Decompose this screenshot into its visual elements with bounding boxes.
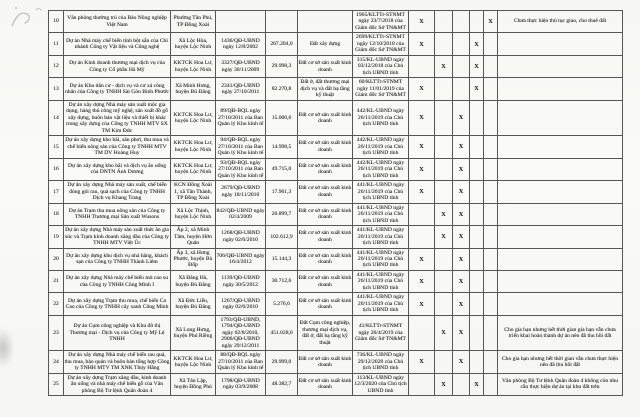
allocation-decision-cell: 93/QĐ-BQL ngày 27/10/2011 của Ban Quản lý Khu kinh tế: [216, 158, 266, 180]
land-use-purpose-cell: Đất cơ sở sản xuất kinh doanh: [298, 181, 353, 203]
inspection-conclusion-cell: 315/KL-UBND ngày 03/12/2018 của Chủ tịch UBND tỉnh: [353, 55, 409, 77]
mark-cell-1: X: [409, 11, 435, 33]
location-cell: Phường Tân Phú, TP Đồng Xoài: [171, 11, 216, 33]
row-number-cell: 23: [49, 315, 64, 350]
land-projects-inspection-table: [48, 10, 623, 396]
area-m2-cell: [266, 11, 298, 33]
mark-cell-2: [435, 33, 453, 55]
mark-cell-2: [435, 11, 453, 33]
inspection-conclusion-cell: 441/KL-UBND ngày 26/11/2019 của Chủ tịch UBND tỉnh: [353, 293, 409, 315]
mark-cell-3: X: [453, 226, 470, 248]
project-name-cell: Dự án xây dựng Nhà máy sản xuất mộc gia dụng, hàng thủ công mỹ nghệ, sản xuất đồ gỗ xây dựng, buôn bán vật liệu và thiết bị khác trong xây dựng của Công ty TNHH MTV SX TM Kim Đức: [64, 100, 171, 135]
note-cell: [498, 270, 623, 292]
land-use-purpose-cell: Đất cơ sở sản xuất kinh doanh: [298, 293, 353, 315]
inspection-conclusion-cell: 736/KL-UBND ngày 29/12/2020 của Chủ tịch UBND tỉnh: [353, 351, 409, 373]
area-m2-cell: 451.028,0: [266, 315, 298, 350]
allocation-decision-cell: 89/QĐ-BQL ngày 27/10/2011 của Ban Quản lý Khu kinh tế: [216, 100, 266, 135]
location-cell: Xã Minh Hưng, huyện Bù Đăng: [171, 78, 216, 100]
mark-cell-2: [435, 100, 453, 135]
mark-cell-2: [435, 293, 453, 315]
note-cell: [498, 293, 623, 315]
mark-cell-1: X: [409, 33, 435, 55]
table-row: [49, 203, 623, 225]
mark-cell-1: [409, 373, 435, 395]
note-cell: Chưa thực hiện thủ tục giao, cho thuê đất: [498, 11, 623, 33]
allocation-decision-cell: 706/QĐ-UBND ngày 16/4/2012: [216, 248, 266, 270]
mark-cell-3: X: [453, 351, 470, 373]
mark-cell-4: [470, 293, 484, 315]
table-row: [49, 373, 623, 395]
mark-cell-5: [484, 351, 498, 373]
location-cell: KKTCK Hoa Lư, huyện Lộc Ninh: [171, 136, 216, 158]
row-number-cell: 14: [49, 100, 64, 135]
row-number-cell: 12: [49, 55, 64, 77]
table-row: [49, 248, 623, 270]
project-name-cell: Dự án xây dựng Nhà máy sản xuất, chế biến đóng gói rau, quả sạch của Công ty TNHH Dịch vụ Khang Trang: [64, 181, 171, 203]
mark-cell-5: [484, 248, 498, 270]
row-number-cell: 17: [49, 181, 64, 203]
mark-cell-2: [435, 78, 453, 100]
location-cell: Xã Đức Liễu, huyện Bù Đăng: [171, 293, 216, 315]
mark-cell-5: X: [484, 11, 498, 33]
inspection-conclusion-cell: 442/KL-UBND ngày 26/11/2019 của Chủ tịch UBND tỉnh: [353, 158, 409, 180]
mark-cell-1: X: [409, 270, 435, 292]
land-use-purpose-cell: Đất ở, đất thương mại dịch vụ và đất hạ tầng kỹ thuật: [298, 78, 353, 100]
mark-cell-1: [409, 315, 435, 350]
mark-cell-1: X: [409, 293, 435, 315]
table-row: [49, 181, 623, 203]
mark-cell-4: [470, 158, 484, 180]
row-number-cell: 15: [49, 136, 64, 158]
row-number-cell: 13: [49, 78, 64, 100]
land-use-purpose-cell: Đất cơ sở sản xuất kinh doanh: [298, 351, 353, 373]
mark-cell-2: X: [435, 226, 453, 248]
table-row: [49, 11, 623, 33]
mark-cell-1: [409, 203, 435, 225]
mark-cell-4: X: [470, 373, 484, 395]
allocation-decision-cell: 88/QĐ-BQL ngày 27/10/2011 của Ban Quản lý Khu kinh tế: [216, 351, 266, 373]
mark-cell-4: [470, 203, 484, 225]
project-name-cell: Dự án xây dựng kho bãi và dịch vụ ăn uống của DNTN Ánh Dương: [64, 158, 171, 180]
mark-cell-5: [484, 373, 498, 395]
project-name-cell: Dự án xây dựng kho bãi, sân phơi, thu mua và chế biến nông sản của Công ty TNHH MTV TM DV Hoàng Huy: [65, 137, 169, 157]
mark-cell-2: [435, 351, 453, 373]
area-m2-cell: 48.382,7: [266, 373, 298, 395]
area-m2-cell: 20.899,7: [266, 203, 298, 225]
table-row: [49, 293, 623, 315]
mark-cell-1: [409, 55, 435, 77]
mark-cell-5: [484, 100, 498, 135]
note-cell: [498, 226, 623, 248]
inspection-conclusion-cell: 2699/KLTTr-STNMT ngày 12/10/2018 của Giám đốc Sở TN&MT: [353, 33, 409, 55]
area-m2-cell: 5.276,6: [266, 293, 298, 315]
allocation-decision-cell: 1798/QĐ-UBND ngày 03/9/2008: [216, 373, 266, 395]
mark-cell-3: [453, 78, 470, 100]
project-name-cell: Dự án xây dựng Nhà máy sản xuất thức ăn gia súc và Trạm kinh doanh xăng dầu của Công ty TNHH MTV Việt Úc: [65, 227, 169, 247]
mark-cell-3: X: [453, 315, 470, 350]
table-row: [49, 351, 623, 373]
mark-cell-5: [484, 136, 498, 158]
mark-cell-3: X: [453, 181, 470, 203]
area-m2-cell: 49.715,0: [266, 158, 298, 180]
project-name-cell: Dự án Khu dân cư - dịch vụ và cư xá công nhân của Công ty TNHH Sài Gòn Bình Phước: [64, 78, 171, 100]
table-row: [49, 78, 623, 100]
location-cell: Xã Long Hưng, huyện Phú Riềng: [171, 315, 216, 350]
note-cell: [498, 78, 623, 100]
mark-cell-5: [484, 270, 498, 292]
location-cell: KKTCK Hoa Lư, huyện Lộc Ninh: [171, 100, 216, 135]
mark-cell-2: X: [435, 373, 453, 395]
mark-cell-4: [470, 248, 484, 270]
mark-cell-1: [409, 226, 435, 248]
mark-cell-2: [435, 181, 453, 203]
location-cell: Xã Tân Lập, huyện Đồng Phú: [171, 373, 216, 395]
project-name-cell: Dự án Cụm công nghiệp và Khu đô thị Thương mại - Dịch vụ của Công ty Mỹ Lệ TNHH: [64, 315, 171, 350]
allocation-decision-cell: [216, 11, 266, 33]
mark-cell-5: [484, 181, 498, 203]
allocation-decision-cell: 2679/QĐ-UBND ngày 18/11/2010: [216, 181, 266, 203]
location-cell: Xã Đăng Hà, huyện Bù Đăng: [171, 270, 216, 292]
project-name-cell: Dự án xây dựng Nhà máy chế biến rau quả, thu mua, bảo quản và buôn bán tổng hợp Công ty TNHH MTV TM XNK Thúy Hằng: [64, 352, 170, 372]
mark-cell-3: [453, 55, 470, 77]
mark-cell-5: [484, 78, 498, 100]
note-cell: Cho gia hạn nhưng hết thời gian vẫn chưa thực hiện nên đã thu hồi đất: [498, 351, 623, 373]
allocation-decision-cell: 1139/QĐ-UBND ngày 30/5/2012: [216, 270, 266, 292]
mark-cell-3: [453, 33, 470, 55]
land-use-purpose-cell: Đất cơ sở sản xuất kinh doanh: [298, 373, 353, 395]
mark-cell-1: X: [409, 100, 435, 135]
table-row: [49, 33, 623, 55]
allocation-decision-cell: 1436/QĐ-UBND ngày 12/8/2002: [216, 33, 266, 55]
mark-cell-3: X: [453, 270, 470, 292]
note-cell: [498, 181, 623, 203]
inspection-conclusion-cell: 442/KL-UBND ngày 26/11/2019 của Chủ tịch UBND tỉnh: [353, 136, 409, 158]
table-row: [49, 226, 623, 248]
location-cell: Ấp 2, xã Minh Tâm, huyện Hớn Quản: [171, 226, 216, 248]
row-number-cell: 11: [49, 33, 64, 55]
mark-cell-4: X: [470, 33, 484, 55]
mark-cell-5: [484, 33, 498, 55]
note-cell: [498, 33, 623, 55]
mark-cell-4: X: [470, 78, 484, 100]
allocation-decision-cell: 94/QĐ-BQL ngày 27/10/2011 của Ban Quản lý Khu kinh tế: [216, 136, 266, 158]
area-m2-cell: 29.998,3: [266, 55, 298, 77]
mark-cell-5: [484, 203, 498, 225]
land-use-purpose-cell: [298, 11, 353, 33]
note-cell: [498, 136, 623, 158]
mark-cell-5: [484, 293, 498, 315]
location-cell: KCN Đồng Xoài 1, xã Tân Thành, TP Đồng Xoài: [171, 181, 216, 203]
area-m2-cell: 267.204,0: [266, 33, 298, 55]
area-m2-cell: 14.998,5: [266, 136, 298, 158]
project-name-cell: Dự án xây dựng Trạm xăng dầu, kinh doanh ăn uống và nhà máy chế biến gỗ của Văn phòng Bộ Tư lệnh Quân đoàn 4: [64, 373, 171, 395]
note-cell: [498, 55, 623, 77]
mark-cell-3: X: [453, 203, 470, 225]
mark-cell-3: X: [453, 248, 470, 270]
land-use-purpose-cell: Đất cơ sở sản xuất kinh doanh: [298, 203, 353, 225]
land-use-purpose-cell: Đất cơ sở sản xuất kinh doanh: [298, 226, 353, 248]
note-cell: Cho gia hạn nhưng hết thời gian gia hạn vẫn chưa triển khai hoàn thành dự án nên đã thu hồi đất: [498, 315, 623, 350]
mark-cell-2: X: [435, 203, 453, 225]
mark-cell-4: [470, 181, 484, 203]
inspection-conclusion-cell: 441/KL-UBND ngày 26/11/2019 của Chủ tịch UBND tỉnh: [353, 203, 409, 225]
note-cell: [498, 158, 623, 180]
note-cell: [498, 203, 623, 225]
project-name-cell: Dự án Nhà máy chế biến tinh bột sắn của Chi nhánh Công ty Vật liệu và Công nghệ: [64, 33, 171, 55]
table-body: [49, 11, 623, 396]
area-m2-cell: 30.712,6: [266, 270, 298, 292]
area-m2-cell: 102.612,9: [266, 226, 298, 248]
mark-cell-1: X: [409, 158, 435, 180]
mark-cell-4: [470, 226, 484, 248]
inspection-conclusion-cell: 41/KLTTr-STNMT ngày 26/4/2019 của Giám đốc Sở TN&MT: [353, 315, 409, 350]
mark-cell-2: [435, 136, 453, 158]
inspection-conclusion-cell: 441/KL-UBND ngày 26/11/2019 của Chủ tịch UBND tỉnh: [353, 248, 409, 270]
row-number-cell: 20: [49, 248, 64, 270]
mark-cell-1: X: [409, 78, 435, 100]
area-m2-cell: 17.961,3: [266, 181, 298, 203]
row-number-cell: 25: [49, 373, 64, 395]
location-cell: Xã Lộc Thịnh, huyện Lộc Ninh: [171, 203, 216, 225]
allocation-decision-cell: 842/QĐ-UBND ngày 02/4/2009: [216, 203, 266, 225]
allocation-decision-cell: 3327/QĐ-UBND ngày 30/11/2009: [216, 55, 266, 77]
mark-cell-4: [470, 136, 484, 158]
area-m2-cell: 15.144,3: [266, 248, 298, 270]
mark-cell-4: [470, 11, 484, 33]
project-name-cell: Dự án xây dựng Trạm thu mua, chế biến Ca Cao của Công ty TNHH cây xanh Công Minh: [64, 293, 171, 315]
mark-cell-5: [484, 226, 498, 248]
mark-cell-5: [484, 158, 498, 180]
inspection-conclusion-cell: 441/KL-UBND ngày 26/11/2019 của Chủ tịch UBND tỉnh: [353, 270, 409, 292]
mark-cell-4: X: [470, 55, 484, 77]
land-use-purpose-cell: Đất cơ sở sản xuất kinh doanh: [298, 270, 353, 292]
table-row: [49, 136, 623, 158]
mark-cell-1: X: [409, 248, 435, 270]
table-row: [49, 270, 623, 292]
land-use-purpose-cell: Đất xây dựng: [298, 33, 353, 55]
mark-cell-2: [435, 270, 453, 292]
area-m2-cell: 15.000,6: [266, 100, 298, 135]
row-number-cell: 10: [49, 11, 64, 33]
note-cell: [498, 100, 623, 135]
location-cell: KKTCK Hoa Lư, huyện Lộc Ninh: [171, 55, 216, 77]
row-number-cell: 19: [49, 226, 64, 248]
land-use-purpose-cell: Đất Cụm công nghiệp, thương mại dịch vụ, đất ở, đất hạ tầng kỹ thuật: [298, 315, 353, 350]
mark-cell-3: X: [453, 293, 470, 315]
scan-edge-smudge: [0, 328, 14, 368]
allocation-decision-cell: 1268/QĐ-UBND ngày 02/6/2010: [216, 226, 266, 248]
mark-cell-3: X: [453, 136, 470, 158]
table-row: [49, 100, 623, 135]
mark-cell-3: [453, 11, 470, 33]
project-name-cell: Văn phòng thường trú của Báo Nông nghiệp Việt Nam: [64, 11, 171, 33]
inspection-conclusion-cell: 113/KL-UBND ngày 12/3/2020 của Chủ tịch UBND tỉnh: [354, 374, 407, 394]
table-row: [49, 55, 623, 77]
land-use-purpose-cell: Đất cơ sở sản xuất kinh doanh: [298, 136, 353, 158]
table-row: [49, 158, 623, 180]
mark-cell-5: [484, 315, 498, 350]
table-row: [49, 315, 623, 350]
mark-cell-2: X: [435, 315, 453, 350]
land-use-purpose-cell: Đất cơ sở sản xuất kinh doanh: [298, 55, 353, 77]
row-number-cell: 24: [49, 351, 64, 373]
allocation-decision-cell: 2341/QĐ-UBND ngày 27/10/2011: [216, 78, 266, 100]
row-number-cell: 22: [49, 293, 64, 315]
allocation-decision-cell: 1793/QĐ-UBND, 1794/QĐ-UBND ngày 02/8/2010, 2906/QĐ-UBND ngày 29/12/2011: [216, 315, 266, 350]
note-cell: [498, 248, 623, 270]
location-cell: KKTCK Hoa Lư, huyện Lộc Ninh: [171, 158, 216, 180]
mark-cell-5: [484, 55, 498, 77]
allocation-decision-cell: 1267/QĐ-UBND ngày 02/6/2010: [216, 293, 266, 315]
mark-cell-3: [453, 373, 470, 395]
inspection-conclusion-cell: 1965/KLTTr-STNMT ngày 23/7/2018 của Giám đốc Sở TN&MT: [353, 11, 409, 33]
row-number-cell: 21: [49, 270, 64, 292]
location-cell: Ấp 3, xã Hưng Phước, huyện Bù Đốp: [171, 248, 216, 270]
mark-cell-1: X: [409, 136, 435, 158]
mark-cell-4: [470, 315, 484, 350]
mark-cell-4: [470, 270, 484, 292]
land-use-purpose-cell: Đất cơ sở sản xuất kinh doanh: [298, 248, 353, 270]
mark-cell-3: X: [453, 158, 470, 180]
inspection-conclusion-cell: 442/KL-UBND ngày 26/11/2019 của Chủ tịch UBND tỉnh: [353, 100, 409, 135]
mark-cell-4: [470, 351, 484, 373]
project-name-cell: Dự án xây dựng Nhà máy chế biến mủ cao su của Công ty TNHH Công Minh I: [64, 270, 171, 292]
land-use-purpose-cell: Đất cơ sở sản xuất kinh doanh: [298, 158, 353, 180]
location-cell: KKTCK Hoa Lư, huyện Lộc Ninh: [171, 351, 216, 373]
mark-cell-2: X: [435, 55, 453, 77]
row-number-cell: 18: [49, 203, 64, 225]
project-name-cell: Dự án Trạm thu mua nông sản của Công ty TNHH Thương mại Sản xuất Wusons: [64, 203, 171, 225]
mark-cell-1: X: [409, 351, 435, 373]
mark-cell-3: X: [453, 100, 470, 135]
location-cell: Xã Lộc Hòa, huyện Lộc Ninh: [171, 33, 216, 55]
mark-cell-2: [435, 158, 453, 180]
inspection-conclusion-cell: 441/KL-UBND ngày 26/11/2019 của Chủ tịch UBND tỉnh: [353, 226, 409, 248]
mark-cell-2: [435, 248, 453, 270]
inspection-conclusion-cell: 441/KL-UBND ngày 26/11/2019 của Chủ tịch UBND tỉnh: [353, 181, 409, 203]
area-m2-cell: 82.270,8: [266, 78, 298, 100]
land-use-purpose-cell: Đất cơ sở sản xuất kinh doanh: [298, 100, 353, 135]
area-m2-cell: 29.999,0: [266, 351, 298, 373]
mark-cell-4: [470, 100, 484, 135]
project-name-cell: Dự án xây dựng khu dịch vụ nhà hàng, khách sạn của Công ty TNHH Thành Liêm: [64, 248, 171, 270]
note-cell: Văn phòng Bộ Tư lệnh Quân đoàn 4 không còn nhu cầu thực hiện dự án tại khu đất trên: [498, 373, 623, 395]
row-number-cell: 16: [49, 158, 64, 180]
project-name-cell: Dự án Kinh doanh thương mại dịch vụ của Công ty Cổ phần Hà Mỹ: [64, 55, 171, 77]
mark-cell-1: X: [409, 181, 435, 203]
inspection-conclusion-cell: 60/KLTTr-STNMT ngày 11/01/2019 của Giám đốc Sở TN&MT: [353, 78, 409, 100]
